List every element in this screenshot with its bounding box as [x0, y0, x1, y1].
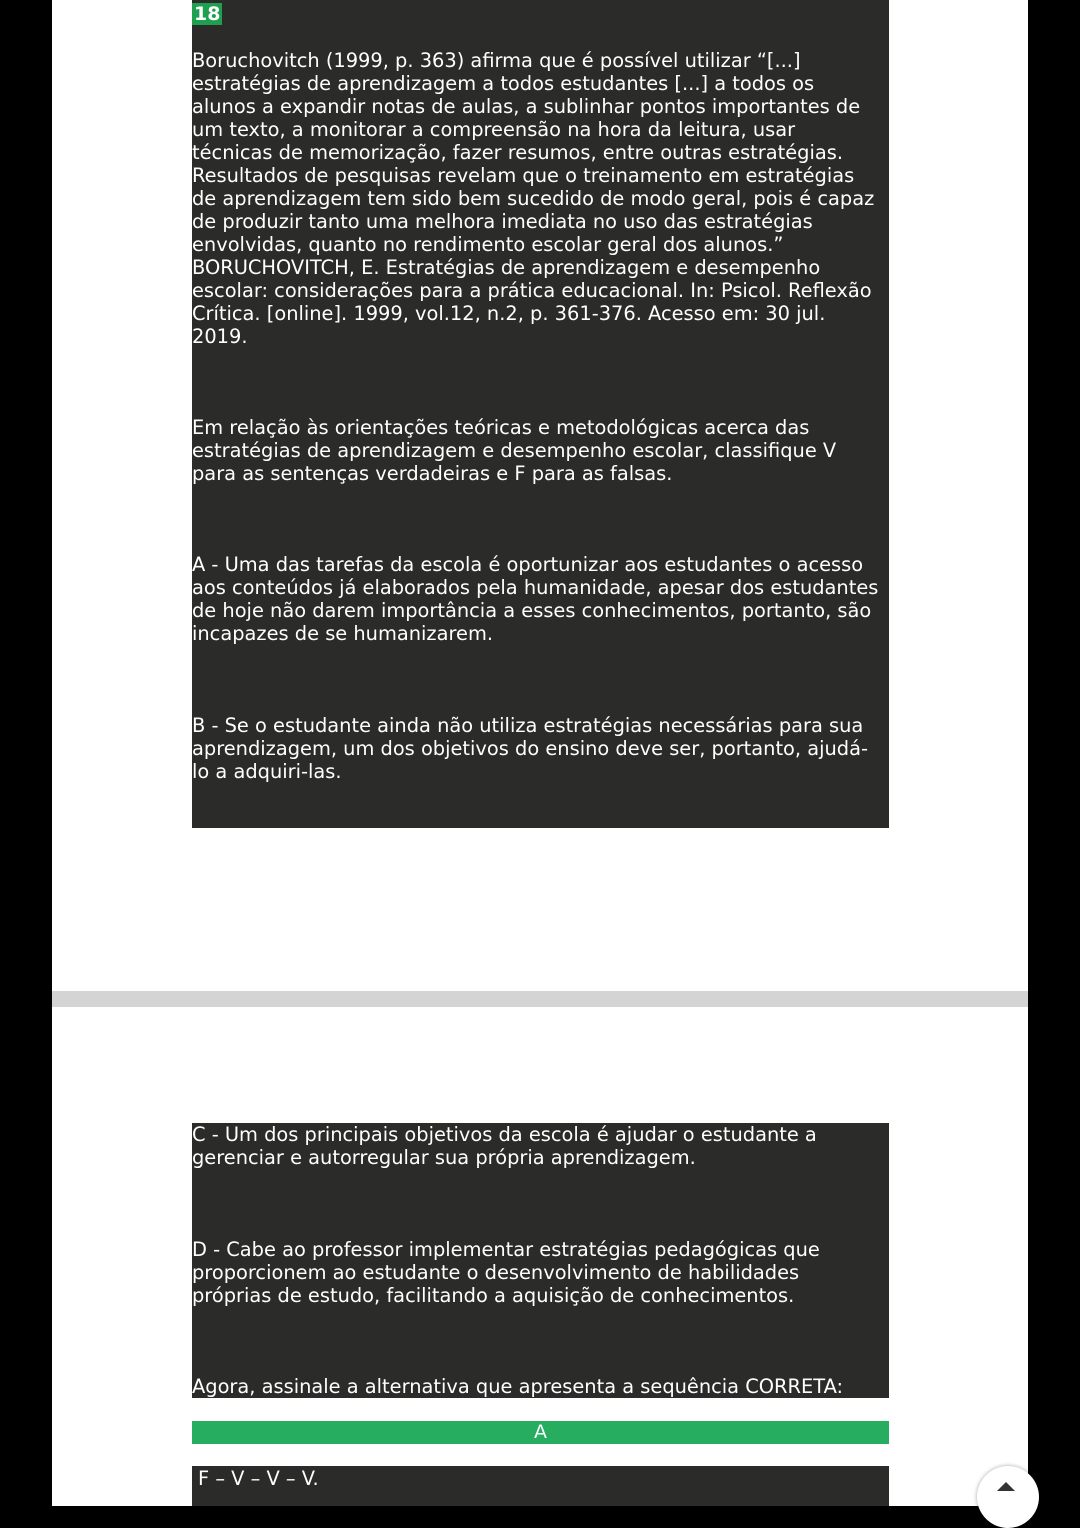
- statement-a-line: aos conteúdos já elaborados pela humanidade, apesar dos estudantes: [192, 576, 879, 599]
- instruction-line: para as sentenças verdadeiras e F para as falsas.: [192, 462, 673, 485]
- statement-d-line: próprias de estudo, facilitando a aquisição de conhecimentos.: [192, 1284, 795, 1307]
- citation-line: de produzir tanto uma melhora imediata no uso das estratégias: [192, 210, 813, 233]
- statement-d-line: proporcionem ao estudante o desenvolvimento de habilidades: [192, 1261, 800, 1284]
- citation-line: 2019.: [192, 325, 248, 348]
- citation-line: alunos a expandir notas de aulas, a sublinhar pontos importantes de: [192, 95, 861, 118]
- citation-line: BORUCHOVITCH, E. Estratégias de aprendizagem e desempenho: [192, 256, 821, 279]
- citation-line: Boruchovitch (1999, p. 363) afirma que é possível utilizar “[...]: [192, 49, 801, 72]
- statement-b-line: aprendizagem, um dos objetivos do ensino deve ser, portanto, ajudá-: [192, 737, 868, 760]
- citation-line: um texto, a monitorar a compreensão na hora da leitura, usar: [192, 118, 796, 141]
- citation-line: técnicas de memorização, fazer resumos, entre outras estratégias.: [192, 141, 844, 164]
- citation-line: de aprendizagem tem sido bem sucedido de modo geral, pois é capaz: [192, 187, 875, 210]
- statement-b-line: B - Se o estudante ainda não utiliza estratégias necessárias para sua: [192, 714, 864, 737]
- statement-a-line: incapazes de se humanizarem.: [192, 622, 493, 645]
- statement-c-line: gerenciar e autorregular sua própria aprendizagem.: [192, 1146, 696, 1169]
- citation-line: Resultados de pesquisas revelam que o treinamento em estratégias: [192, 164, 855, 187]
- statement-c-line: C - Um dos principais objetivos da escola é ajudar o estudante a: [192, 1123, 817, 1146]
- question-number: 18: [194, 3, 221, 25]
- citation-line: escolar: considerações para a prática educacional. In: Psicol. Reflexão: [192, 279, 872, 302]
- answer-prompt: Agora, assinale a alternativa que apresenta a sequência CORRETA:: [192, 1375, 844, 1398]
- instruction-line: estratégias de aprendizagem e desempenho escolar, classifique V: [192, 439, 837, 462]
- statement-a-line: A - Uma das tarefas da escola é oportunizar aos estudantes o acesso: [192, 553, 864, 576]
- instruction-line: Em relação às orientações teóricas e metodológicas acerca das: [192, 416, 810, 439]
- statement-d-line: D - Cabe ao professor implementar estratégias pedagógicas que: [192, 1238, 820, 1261]
- citation-line: Crítica. [online]. 1999, vol.12, n.2, p. 361-376. Acesso em: 30 jul.: [192, 302, 826, 325]
- page-divider: [52, 991, 1028, 1007]
- arrow-up-icon: [997, 1482, 1015, 1491]
- option-a-text[interactable]: F – V – V – V.: [198, 1467, 319, 1490]
- scroll-to-top-button[interactable]: [977, 1466, 1039, 1528]
- option-a-button[interactable]: A: [192, 1421, 889, 1444]
- citation-line: estratégias de aprendizagem a todos estudantes [...] a todos os: [192, 72, 815, 95]
- citation-line: envolvidas, quanto no rendimento escolar geral dos alunos.”: [192, 233, 784, 256]
- statement-b-line: lo a adquiri-las.: [192, 760, 342, 783]
- statement-a-line: de hoje não darem importância a esses conhecimentos, portanto, são: [192, 599, 872, 622]
